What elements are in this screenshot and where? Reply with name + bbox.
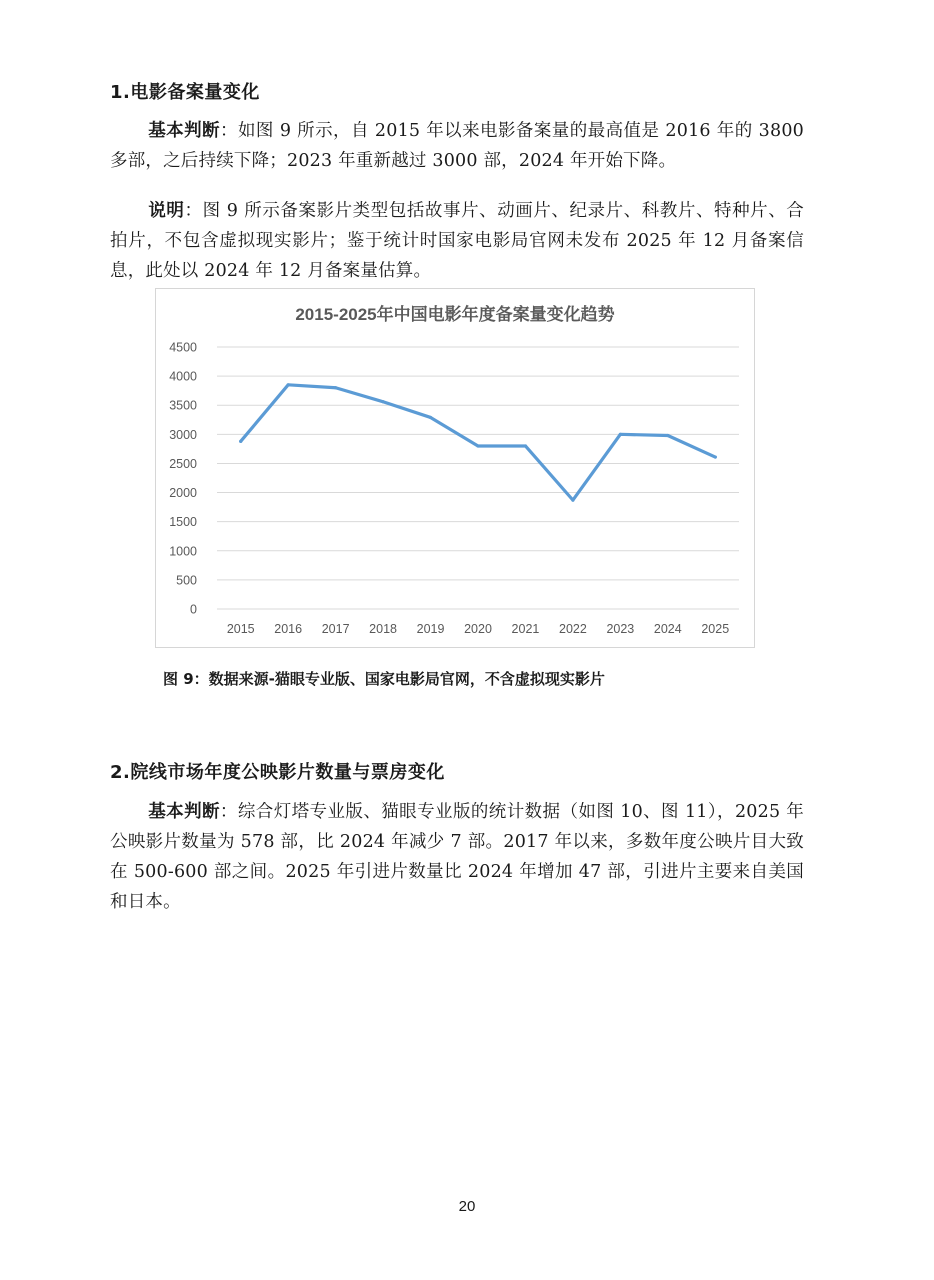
- y-tick-label: 4000: [169, 369, 197, 384]
- data-point: [524, 444, 527, 447]
- section-2-heading: 2.院线市场年度公映影片数量与票房变化: [110, 762, 445, 783]
- section-1-paragraph-1: [110, 116, 804, 176]
- paragraph-lead-label: 说明: [148, 201, 185, 221]
- y-tick-label: 3500: [169, 398, 197, 413]
- section-2-paragraph-1: [110, 797, 804, 917]
- data-point: [666, 434, 669, 437]
- data-point: [334, 386, 337, 389]
- y-tick-label: 1000: [169, 544, 197, 559]
- x-tick-label: 2020: [464, 622, 492, 636]
- y-tick-label: 3000: [169, 427, 197, 442]
- x-tick-label: 2024: [653, 622, 682, 636]
- data-point: [381, 400, 384, 403]
- y-tick-label: 0: [190, 602, 197, 617]
- x-tick-label: 2025: [701, 622, 730, 636]
- y-tick-label: 4500: [169, 340, 197, 355]
- x-tick-label: 2016: [274, 622, 303, 636]
- x-tick-label: 2023: [606, 622, 635, 636]
- y-tick-label: 2000: [169, 486, 197, 501]
- x-tick-label: 2022: [559, 622, 587, 636]
- data-point: [239, 440, 242, 443]
- y-tick-label: 2500: [169, 456, 197, 471]
- x-tick-label: 2017: [321, 622, 350, 636]
- line-chart-svg: [156, 289, 754, 647]
- x-tick-label: 2015: [226, 622, 255, 636]
- section-1-paragraph-2: [110, 196, 804, 286]
- figure-caption: 图 9：数据来源-猫眼专业版、国家电影局官网，不含虚拟现实影片: [163, 670, 605, 688]
- data-point: [429, 416, 432, 419]
- page-number: 20: [458, 1198, 476, 1215]
- x-tick-label: 2018: [369, 622, 397, 636]
- paragraph-body: ：图 9 所示备案影片类型包括故事片、动画片、纪录片、科教片、特种片、合拍片，不包含虚拟现实影片；鉴于统计时国家电影局官网未发布 2025 年 12 月备案信息，此处以 2024 年 12 月备案量估算。: [110, 201, 804, 281]
- paragraph-lead-label: 基本判断: [148, 121, 220, 141]
- paragraph-lead-label: 基本判断: [148, 802, 220, 822]
- series-line: [241, 385, 716, 500]
- data-point: [287, 383, 290, 386]
- data-point: [571, 499, 574, 502]
- section-1-heading: 1.电影备案量变化: [110, 82, 260, 103]
- line-chart: [155, 288, 755, 648]
- chart-title: 2015-2025年中国电影年度备案量变化趋势: [295, 305, 615, 324]
- data-point: [619, 433, 622, 436]
- data-point: [476, 444, 479, 447]
- x-tick-label: 2019: [416, 622, 445, 636]
- paragraph-body: ：如图 9 所示，自 2015 年以来电影备案量的最高值是 2016 年的 3800 多部，之后持续下降；2023 年重新越过 3000 部，2024 年开始下降。: [110, 121, 804, 171]
- paragraph-body: ：综合灯塔专业版、猫眼专业版的统计数据（如图 10、图 11），2025 年公映影片数量为 578 部，比 2024 年减少 7 部。2017 年以来，多数年度公映片目大致在 500-600 部之间。2025 年引进片数量比 2024 年增加 47 部，引进片主要来自美国和日本。: [110, 802, 804, 912]
- y-tick-label: 1500: [169, 515, 197, 530]
- y-tick-label: 500: [176, 573, 197, 588]
- data-point: [714, 455, 717, 458]
- x-tick-label: 2021: [511, 622, 540, 636]
